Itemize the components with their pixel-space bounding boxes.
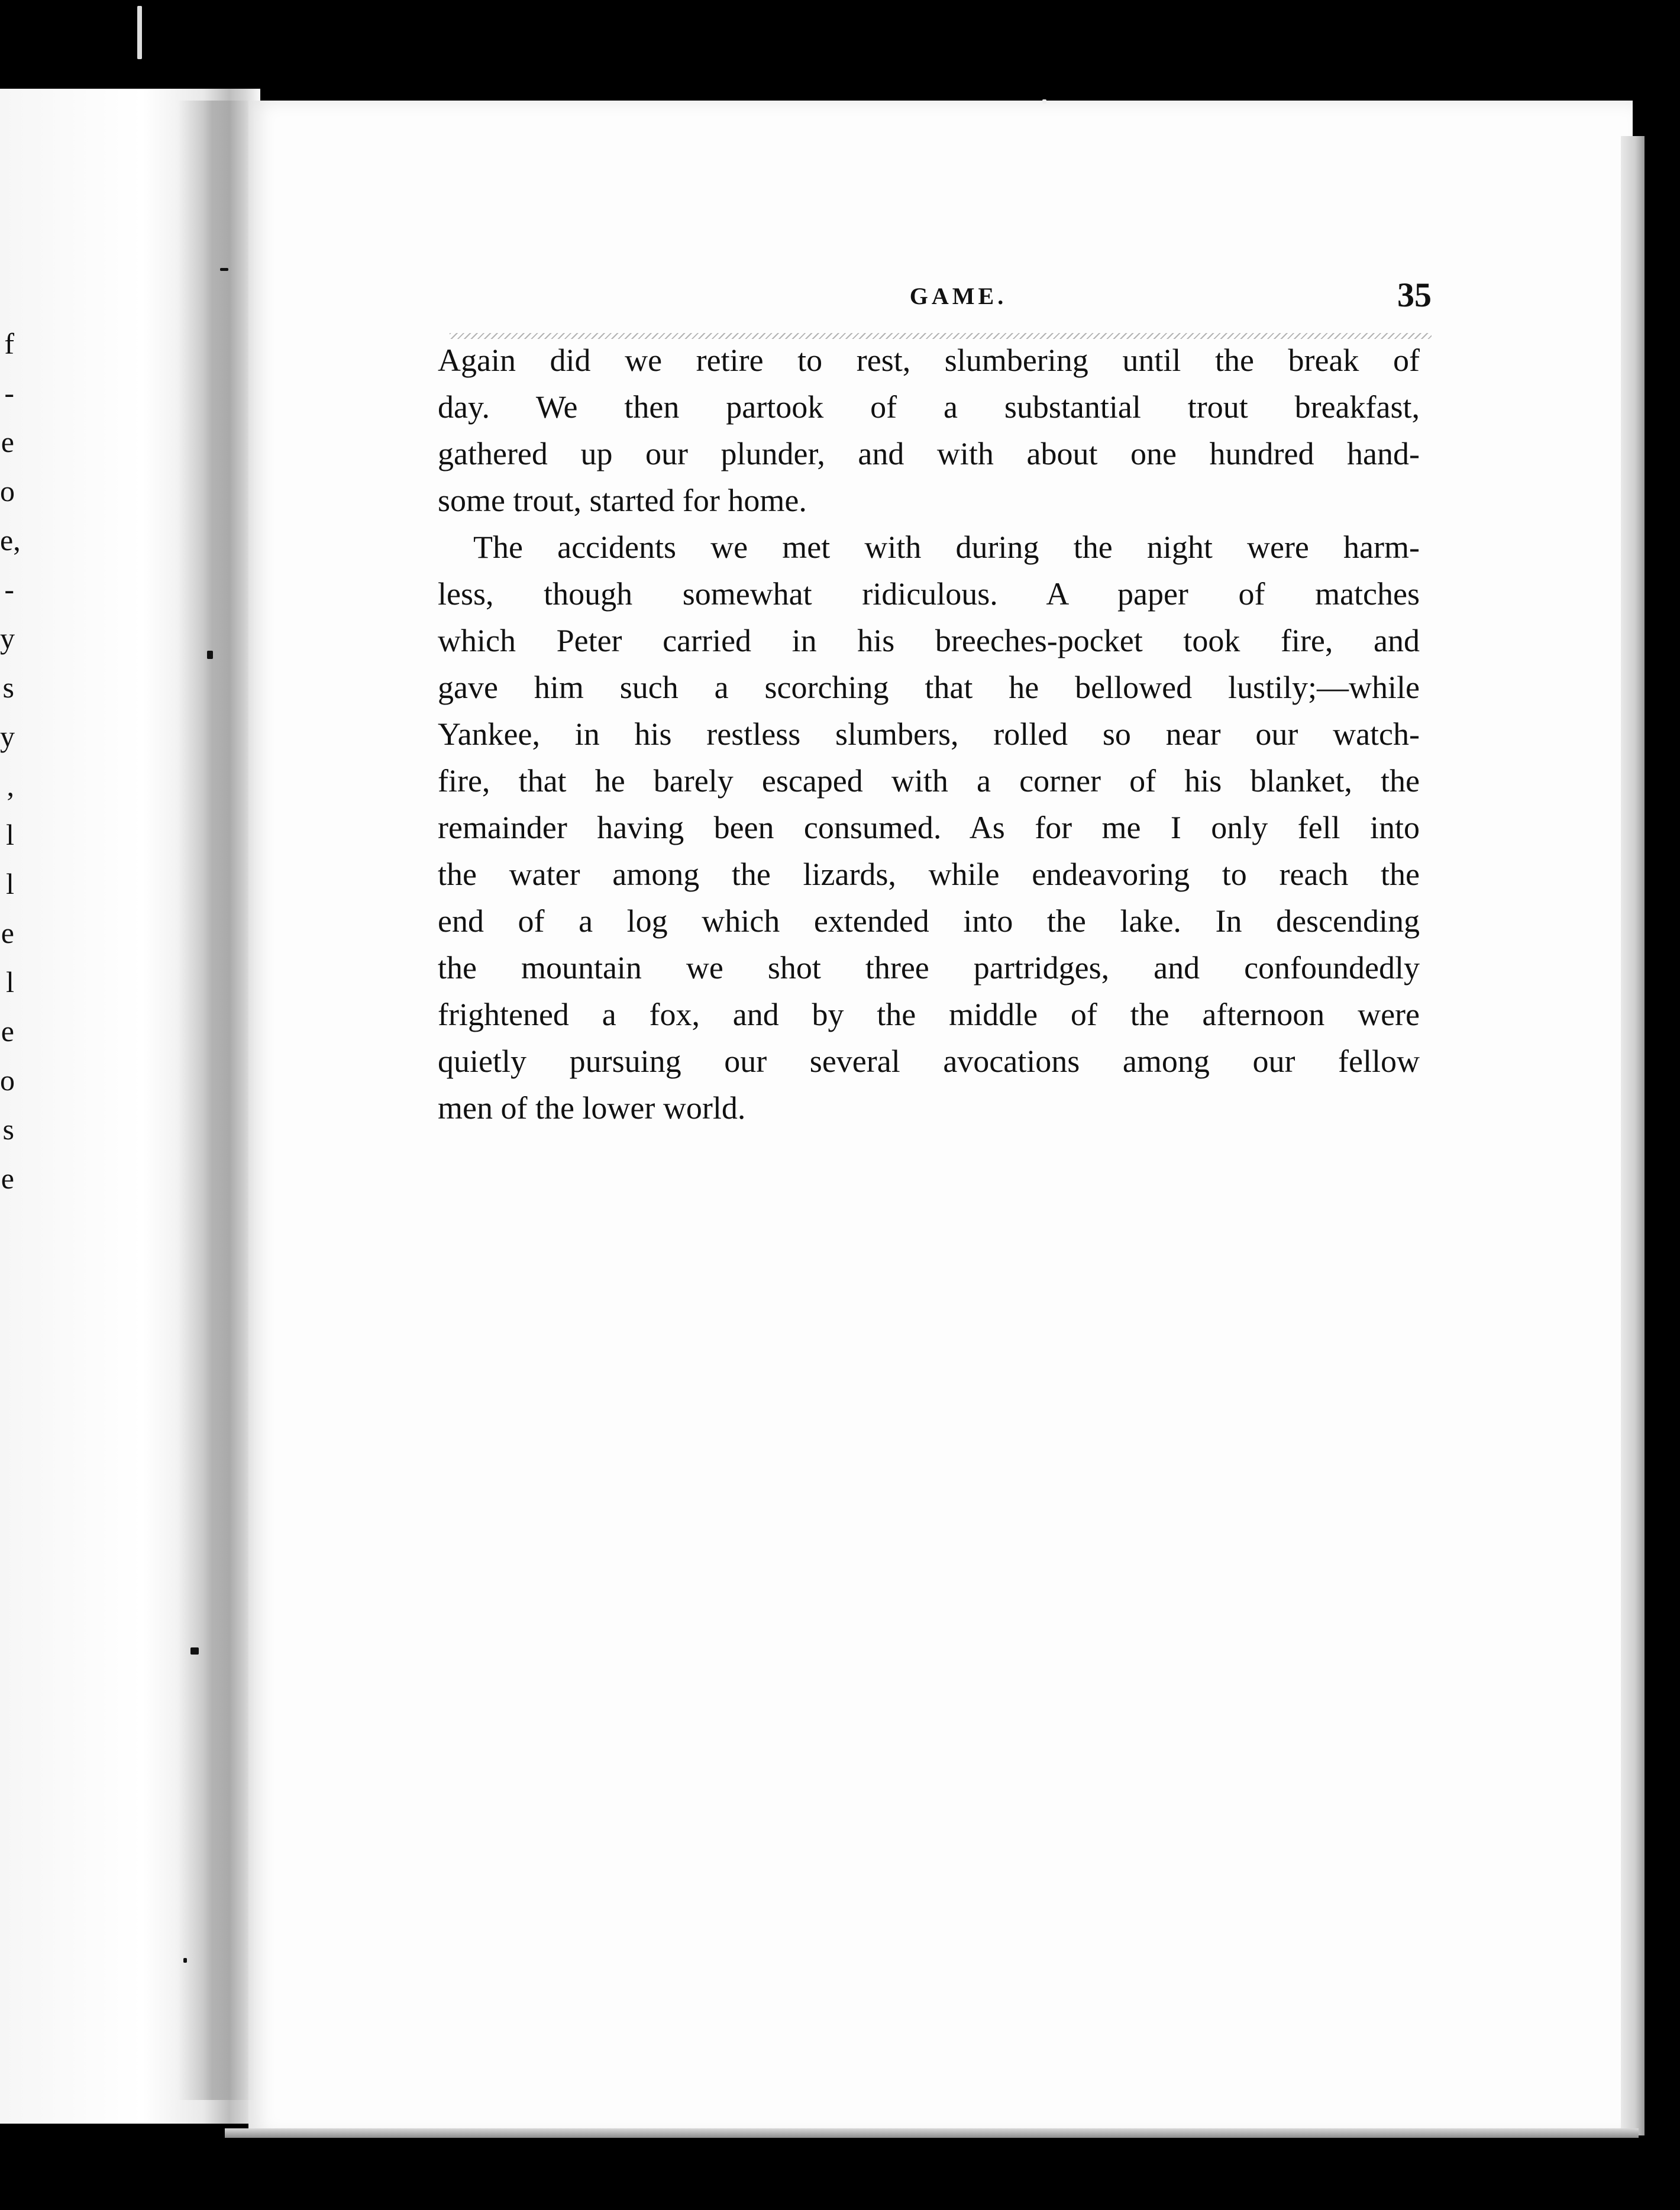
running-title: GAME.	[909, 283, 1007, 309]
text-line: Yankee, in his restless slumbers, rolled so near our watch-	[438, 716, 1420, 752]
text-line: day. We then partook of a substantial trout breakfast,	[438, 389, 1420, 425]
scan-speck	[183, 1958, 187, 1963]
text-fragment: y	[0, 622, 15, 655]
text-fragment: e	[1, 916, 14, 949]
text-line: quietly pursuing our several avocations among our fellow	[438, 1043, 1420, 1079]
page-number: 35	[1397, 276, 1432, 314]
text-line: gave him such a scorching that he bellowed lustily;—while	[438, 670, 1420, 705]
text-line: which Peter carried in his breeches-pocket took fire, and	[438, 623, 1420, 658]
scan-speck	[137, 6, 142, 59]
text-fragment: l	[6, 818, 14, 851]
paragraph	[438, 524, 1420, 1132]
text-line: some trout, started for home.	[438, 483, 807, 518]
page-fore-edge	[1621, 136, 1645, 2135]
text-line: Again did we retire to rest, slumbering until the break of	[438, 343, 1420, 378]
paragraph	[438, 337, 1420, 524]
scan-speck	[207, 651, 213, 659]
text-fragment: l	[6, 867, 14, 900]
text-line: fire, that he barely escaped with a corner of his blanket, the	[438, 763, 1420, 799]
text-fragment: e	[1, 1162, 14, 1195]
page-bottom-edge	[225, 2128, 1639, 2138]
scan-speck	[190, 1647, 199, 1655]
text-fragment: o	[0, 474, 15, 508]
body-text	[438, 337, 1420, 1132]
text-fragment: y	[0, 720, 15, 753]
text-fragment: -	[4, 376, 14, 409]
scan-speck	[1042, 99, 1046, 104]
gutter-shadow	[177, 101, 254, 2100]
text-line: the mountain we shot three partridges, and confoundedly	[438, 950, 1420, 986]
text-fragment: l	[6, 965, 14, 999]
text-line: men of the lower world.	[438, 1090, 746, 1126]
previous-page-text-fragments	[0, 319, 24, 1203]
text-line: gathered up our plunder, and with about one hundred hand-	[438, 436, 1420, 471]
running-head	[450, 275, 1432, 322]
text-fragment: e,	[0, 524, 21, 557]
text-line: The accidents we met with during the night were harm-	[473, 529, 1420, 565]
text-fragment: e	[1, 425, 14, 458]
text-fragment: o	[0, 1064, 15, 1097]
text-fragment: s	[2, 1113, 14, 1146]
text-fragment: e	[1, 1014, 14, 1048]
text-line: end of a log which extended into the lake. In descending	[438, 903, 1420, 939]
text-fragment: ,	[7, 769, 14, 802]
text-line: less, though somewhat ridiculous. A paper of matches	[438, 576, 1420, 612]
scan-speck	[220, 268, 228, 271]
text-fragment: s	[2, 671, 14, 704]
text-line: remainder having been consumed. As for me I only fell into	[438, 810, 1420, 845]
text-fragment: f	[4, 327, 14, 360]
text-line: the water among the lizards, while endeavoring to reach the	[438, 857, 1420, 892]
text-fragment: -	[4, 573, 14, 606]
text-line: frightened a fox, and by the middle of the afternoon were	[438, 997, 1420, 1032]
